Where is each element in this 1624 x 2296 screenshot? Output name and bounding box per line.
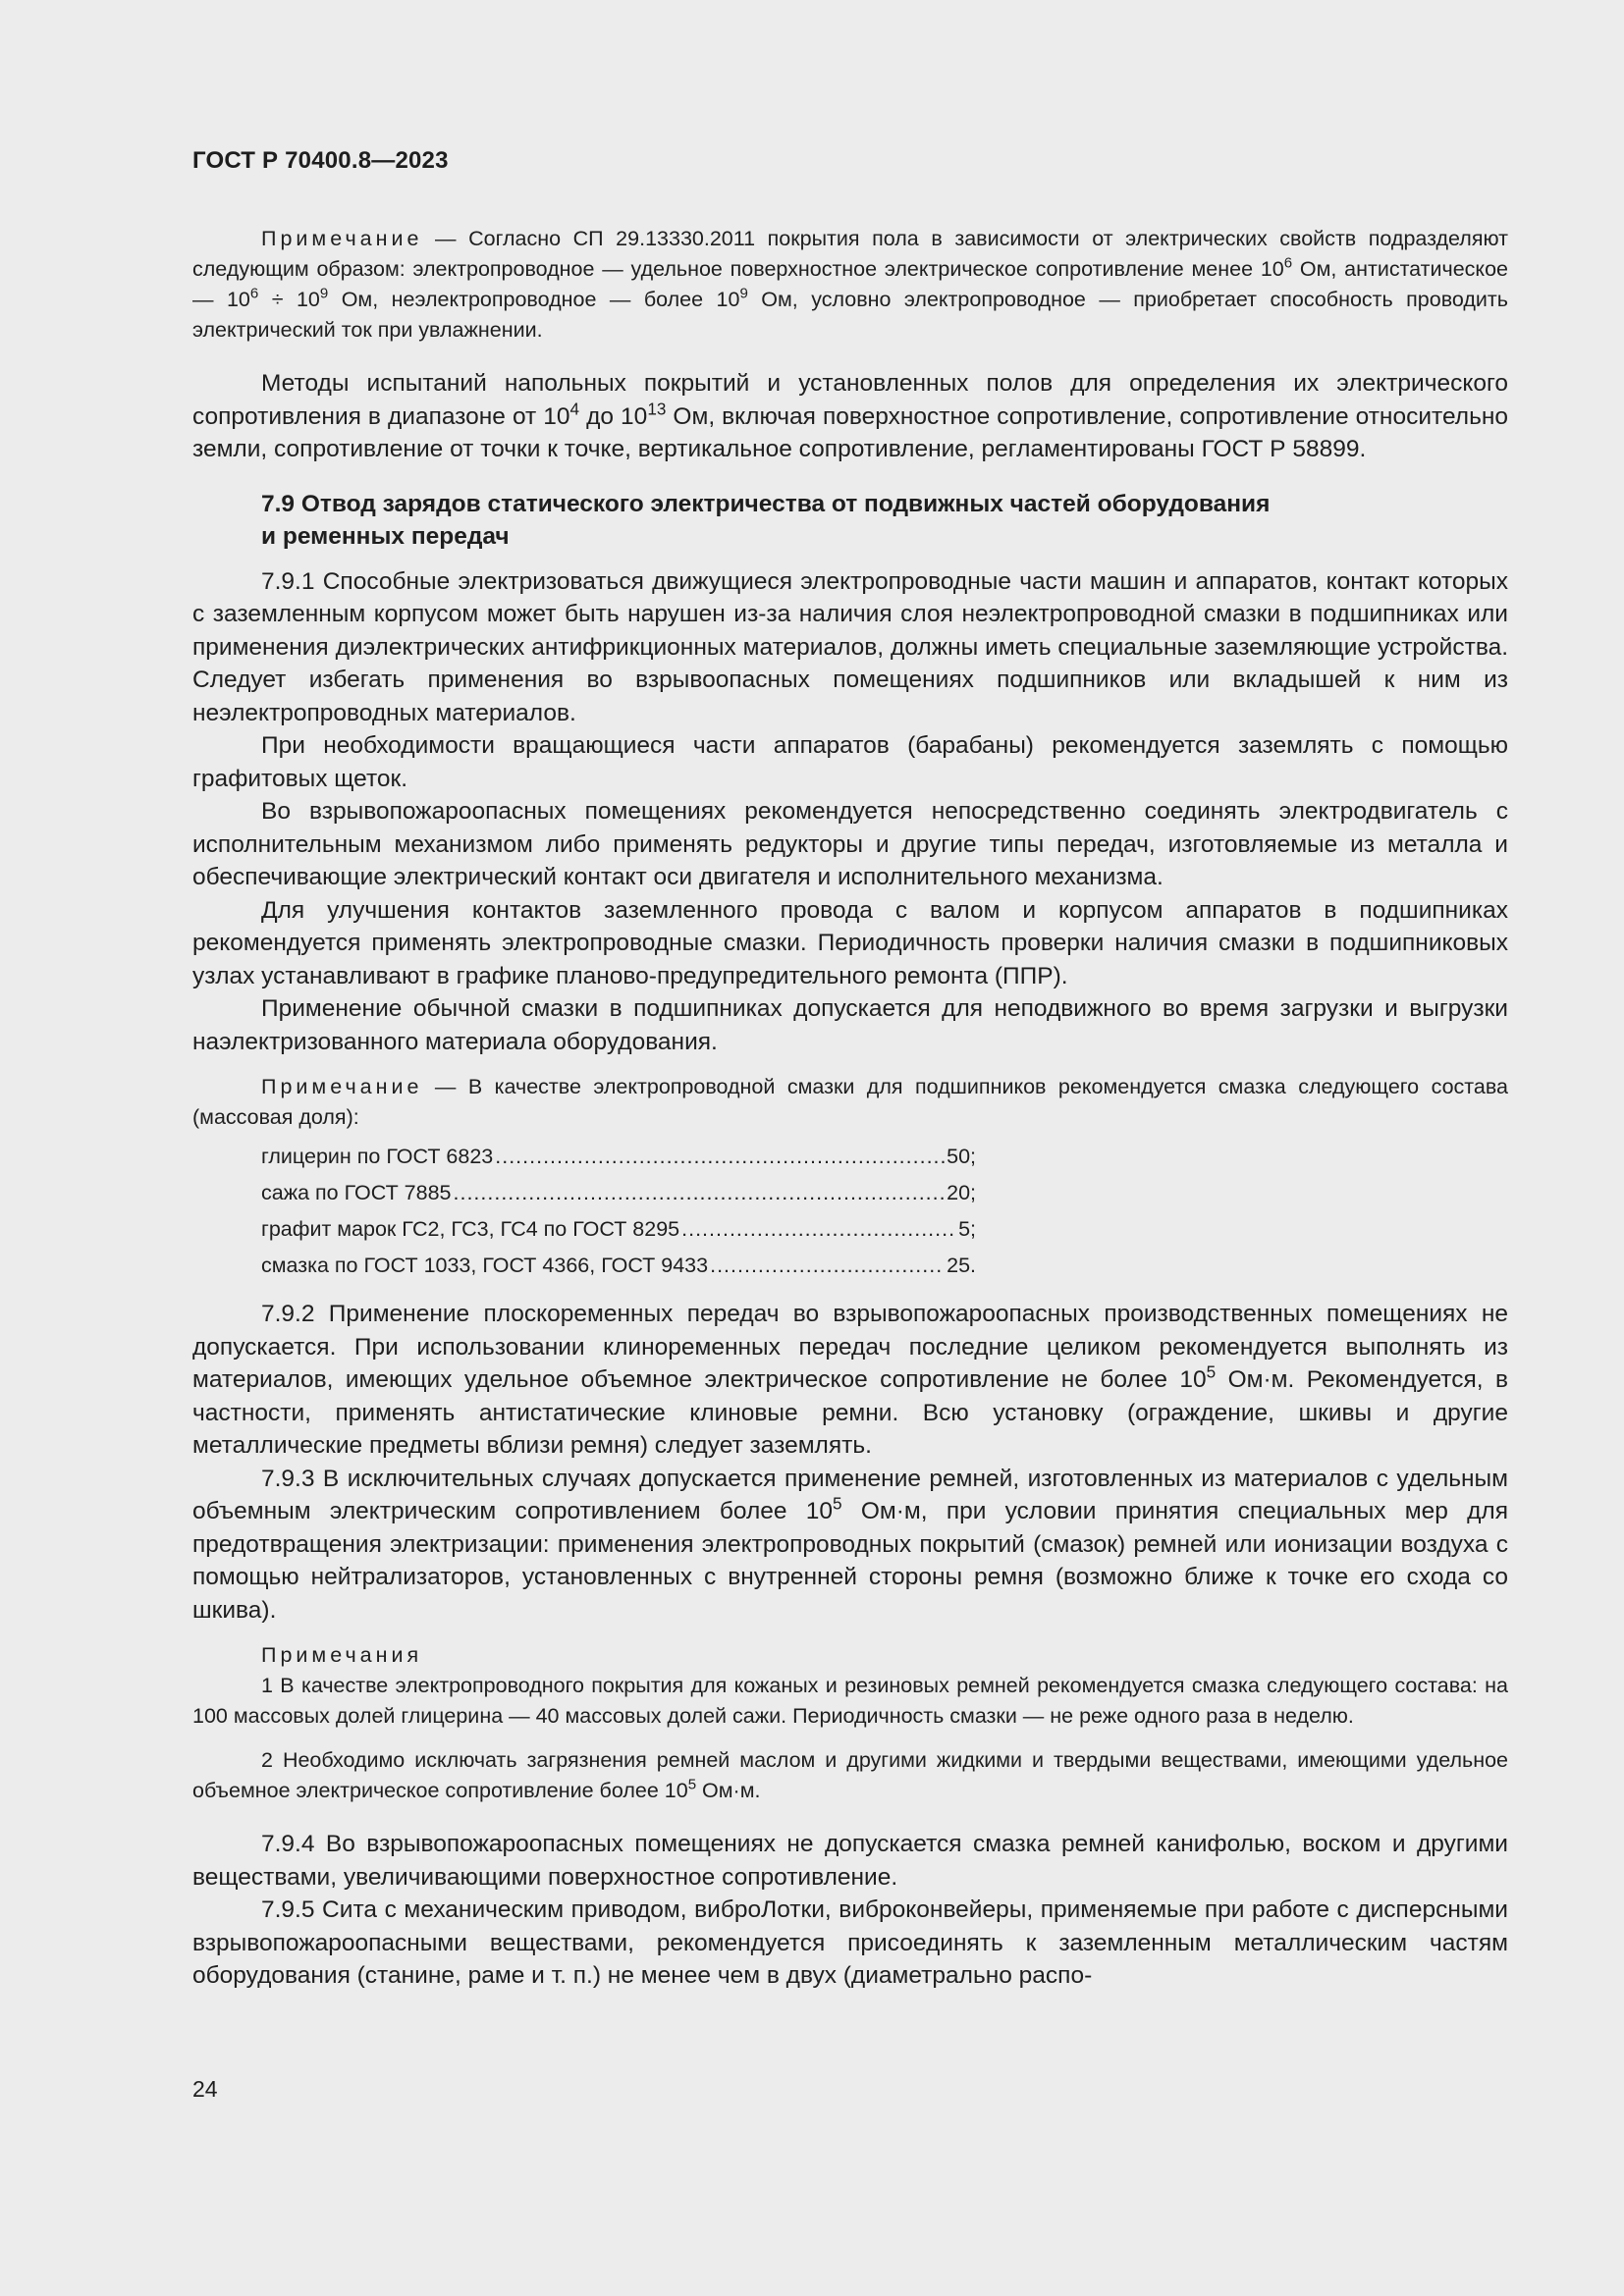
leader-dots (495, 1139, 945, 1175)
leader-dots (710, 1248, 945, 1284)
paragraph-7-9-1: 7.9.1 Способные электризоваться движущиеся электропроводные части машин и аппаратов, контакт которых с заземленным корпусом может быть нарушен из-за наличия слоя неэлектропроводной смазки в подшипниках или применения диэлектрических антифрикционных материалов, должны иметь специальные заземляющие устройства. Следует избегать применения во взрывоопасных помещениях подшипников или вкладышей к ним из неэлектропроводных материалов. (192, 567, 1508, 726)
paragraph-ordinary-lubricant: Применение обычной смазки в подшипниках допускается для неподвижного во время загрузки и выгрузки наэлектризованного материала оборудования. (192, 995, 1508, 1055)
paragraph-7-9-4: 7.9.4 Во взрывопожароопасных помещениях не допускается смазка ремней канифолью, воском и другими веществами, увеличивающими поверхностное сопротивление. (192, 1831, 1508, 1891)
document-body (192, 224, 1508, 1993)
paragraph-test-methods: Методы испытаний напольных покрытий и установленных полов для определения их электрического сопротивления в диапазоне от $10^4$ до $10^{13}$ Ом, включая поверхностное сопротивление, сопротивление относительно земли, сопротивление от точки к точке, вертикальное сопротивление, регламентированы ГОСТ Р 58899. (192, 370, 1508, 462)
paragraph-7-9-3: 7.9.3 В исключительных случаях допускается применение ремней, изготовленных из материалов с удельным объемным электрическим сопротивлением более $10^5$ Ом·м, при условии принятия специальных мер для предотвращения электризации: применения электропроводных покрытий (смазок) ремней или ионизации воздуха с помощью нейтрализаторов, установленных с внутренней стороны ремня (возможно ближе к точке его схода со шкива). (192, 1465, 1508, 1624)
note-floor-coverings: Примечание — Согласно СП 29.13330.2011 покрытия пола в зависимости от электрических свойств подразделяют следующим образом: электропроводное — удельное поверхностное электрическое сопротивление менее $10^6$ Ом, антистатическое — $10^6 \div 10^9$ Ом, неэлектропроводное — более $10^9$ Ом, условно электропроводное — приобретает способность проводить электрический ток при увлажнении. (192, 227, 1508, 342)
leader-dots (454, 1175, 946, 1211)
list-item: глицерин по ГОСТ 6823 ..... 50; (261, 1139, 976, 1175)
paragraph-7-9-5: 7.9.5 Сита с механическим приводом, виброЛотки, виброконвейеры, применяемые при работе с дисперсными взрывопожароопасными веществами, рекомендуется присоединять к заземленным металлическим частям оборудования (станине, раме и т. п.) не менее чем в двух (диаметрально распо- (192, 1896, 1508, 1989)
page-number: 24 (192, 2076, 218, 2102)
leader-dots (681, 1211, 956, 1248)
list-item: графит марок ГС2, ГС3, ГС4 по ГОСТ 8295 ..... 5; (261, 1211, 976, 1248)
lubricant-composition-list (192, 1139, 1508, 1284)
note-label: Примечание (261, 1075, 423, 1098)
list-item: сажа по ГОСТ 7885 ..... 20; (261, 1175, 976, 1211)
paragraph-7-9-2: 7.9.2 Применение плоскоременных передач во взрывопожароопасных производственных помещениях не допускается. При использовании клиноременных передач последние целиком рекомендуется выполнять из материалов, имеющих удельное объемное электрическое сопротивление не более $10^5$ Ом·м. Рекомендуется, в частности, применять антистатические клиновые ремни. Всю установку (ограждение, шкивы и другие металлические предметы вблизи ремня) следует заземлять. (192, 1301, 1508, 1459)
paragraph-conductive-lubricants: Для улучшения контактов заземленного провода с валом и корпусом аппаратов в подшипниках рекомендуется применять электропроводные смазки. Периодичность проверки наличия смазки в подшипниковых узлах устанавливают в графике планово-предупредительного ремонта (ППР). (192, 896, 1508, 989)
note-belt-contamination: 2 Необходимо исключать загрязнения ремней маслом и другими жидкими и твердыми веществами, имеющими удельное объемное электрическое сопротивление более $10^5$ Ом·м. (192, 1748, 1508, 1802)
note-lubricant: Примечание — В качестве электропроводной смазки для подшипников рекомендуется смазка следующего состава (массовая доля): (192, 1075, 1508, 1129)
section-heading-7-9: 7.9 Отвод зарядов статического электричества от подвижных частей оборудования и ременных передач (261, 490, 1271, 550)
document-header: ГОСТ Р 70400.8—2023 (192, 147, 449, 174)
notes-heading: Примечания (261, 1643, 423, 1667)
note-label: Примечание (261, 227, 423, 250)
paragraph-rotating-parts: При необходимости вращающиеся части аппаратов (барабаны) рекомендуется заземлять с помощью графитовых щеток. (192, 732, 1508, 792)
paragraph-motor-connection: Во взрывопожароопасных помещениях рекомендуется непосредственно соединять электродвигатель с исполнительным механизмом либо применять редукторы и другие типы передач, изготовляемые из металла и обеспечивающие электрический контакт оси двигателя и исполнительного механизма. (192, 798, 1508, 890)
note-belt-coating: 1 В качестве электропроводного покрытия для кожаных и резиновых ремней рекомендуется смазка следующего состава: на 100 массовых долей глицерина — 40 массовых долей сажи. Периодичность смазки — не реже одного раза в неделю. (192, 1674, 1508, 1728)
list-item: смазка по ГОСТ 1033, ГОСТ 4366, ГОСТ 9433 ..... 25. (261, 1248, 976, 1284)
